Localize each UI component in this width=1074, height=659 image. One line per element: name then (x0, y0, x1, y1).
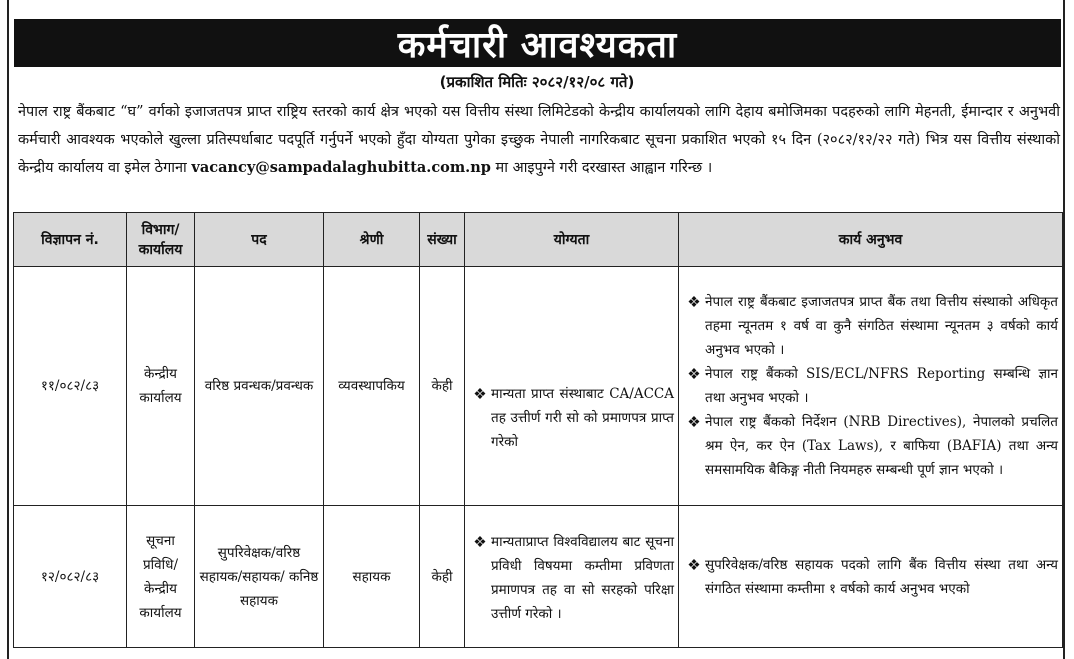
page-title: कर्मचारी आवश्यकता (397, 24, 678, 66)
qualification-item (469, 382, 674, 454)
cell-level: सहायक (324, 506, 420, 648)
cell-post: वरिष्ठ प्रवन्धक/प्रवन्धक (195, 267, 324, 506)
experience-item (683, 290, 1058, 362)
diamond-bullet-icon: ❖ (687, 413, 701, 431)
header-post: पद (195, 213, 324, 267)
table-row (14, 506, 1063, 648)
cell-qualification (465, 506, 679, 648)
table-header-row (14, 213, 1063, 267)
publication-date: (प्रकाशित मितिः २०८२/१२/०८ गते) (439, 73, 635, 91)
cell-experience (679, 267, 1063, 506)
diamond-bullet-icon: ❖ (687, 365, 701, 383)
cell-count: केही (420, 267, 465, 506)
header-qualification: योग्यता (465, 213, 679, 267)
diamond-bullet-icon: ❖ (687, 555, 701, 574)
cell-dept: सूचना प्रविधि/ केन्द्रीय कार्यालय (127, 506, 195, 648)
cell-qualification (465, 267, 679, 506)
cell-dept: केन्द्रीय कार्यालय (127, 267, 195, 506)
cell-count: केही (420, 506, 465, 648)
experience-item (683, 362, 1058, 410)
table-row (14, 267, 1063, 506)
diamond-bullet-icon: ❖ (473, 385, 487, 403)
header-experience: कार्य अनुभव (679, 213, 1063, 267)
header-ad-no: विज्ञापन नं. (14, 213, 127, 267)
cell-ad-no: १२/०८२/८३ (14, 506, 127, 648)
cell-ad-no: ११/०८२/८३ (14, 267, 127, 506)
cell-experience (679, 506, 1063, 648)
diamond-bullet-icon: ❖ (687, 293, 701, 311)
header-level: श्रेणी (324, 213, 420, 267)
experience-item (683, 553, 1058, 601)
qualification-item (469, 530, 674, 626)
vacancy-table (13, 212, 1063, 648)
experience-text: नेपाल राष्ट्र बैंकबाट इजाजतपत्र प्राप्त बैंक तथा वित्तीय संस्थाको अधिकृत तहमा न्यूनतम १ वर्ष वा कुनै संगठित संस्थामा न्यूनतम ३ वर्षको कार्य अनुभव भएको । (705, 294, 1058, 358)
header-count: संख्या (420, 213, 465, 267)
qualification-text: मान्यताप्राप्त विश्वविद्यालय बाट सूचना प्रविधी विषयमा कम्तीमा प्रविणता प्रमाणपत्र तह वा सो सरहको परिक्षा उत्तीर्ण गरेको । (491, 533, 674, 622)
experience-text: सुपरिवेक्षक/वरिष्ठ सहायक पदको लागि बैंक वित्तीय संस्था तथा अन्य संगठित संस्थामा कम्तीमा १ वर्षको कार्य अनुभव भएको (705, 556, 1058, 597)
qualification-text: मान्यता प्राप्त संस्थाबाट CA/ACCA तह उत्तीर्ण गरी सो को प्रमाणपत्र प्राप्त गरेको (491, 386, 674, 450)
intro-text-end: मा आइपुग्ने गरी दरखास्त आह्वान गरिन्छ । (495, 160, 713, 176)
experience-text: नेपाल राष्ट्र बैंकको निर्देशन (NRB Directives), नेपालको प्रचलित श्रम ऐन, कर ऐन (Tax Laws), र बाफिया (BAFIA) तथा अन्य समसामयिक बैकिङ्ग नीती नियमहरु सम्बन्धी पूर्ण ज्ञान भएको । (705, 414, 1058, 478)
cell-level: व्यवस्थापकिय (324, 267, 420, 506)
intro-text: नेपाल राष्ट्र बैंकबाट “घ” वर्गको इजाजतपत्र प्राप्त राष्ट्रिय स्तरको कार्य क्षेत्र भएको यस वित्तीय संस्था लिमिटेडको केन्द्रीय कार्यालयको लागि देहाय बमोजिमका पदहरुको लागि मेहनती, ईमान्दार र अनुभवी कर्मचारी आवश्यक भएकोले खुल्ला प्रतिस्पर्धाबाट पदपूर्ति गर्नुपर्ने भएको हुँदा योग्यता पुगेका इच्छुक नेपाली नागरिकबाट सूचना प्रकाशित भएको १५ दिन (२०८२/१२/२२ गते) भित्र यस वित्तीय संस्थाको केन्द्रीय कार्यालय वा इमेल ठेगाना (18, 104, 1060, 176)
experience-text: नेपाल राष्ट्र बैंकको SIS/ECL/NFRS Reporting सम्बन्धि ज्ञान तथा अनुभव भएको । (705, 366, 1058, 406)
cell-post: सुपरिवेक्षक/वरिष्ठ सहायक/सहायक/ कनिष्ठ सहायक (195, 506, 324, 648)
experience-item (683, 410, 1058, 482)
intro-paragraph (18, 98, 1060, 182)
header-dept: विभाग/ कार्यालय (127, 213, 195, 267)
title-banner (14, 19, 1061, 67)
diamond-bullet-icon: ❖ (473, 532, 487, 551)
email-address[interactable]: vacancy@sampadalaghubitta.com.np (191, 159, 491, 176)
